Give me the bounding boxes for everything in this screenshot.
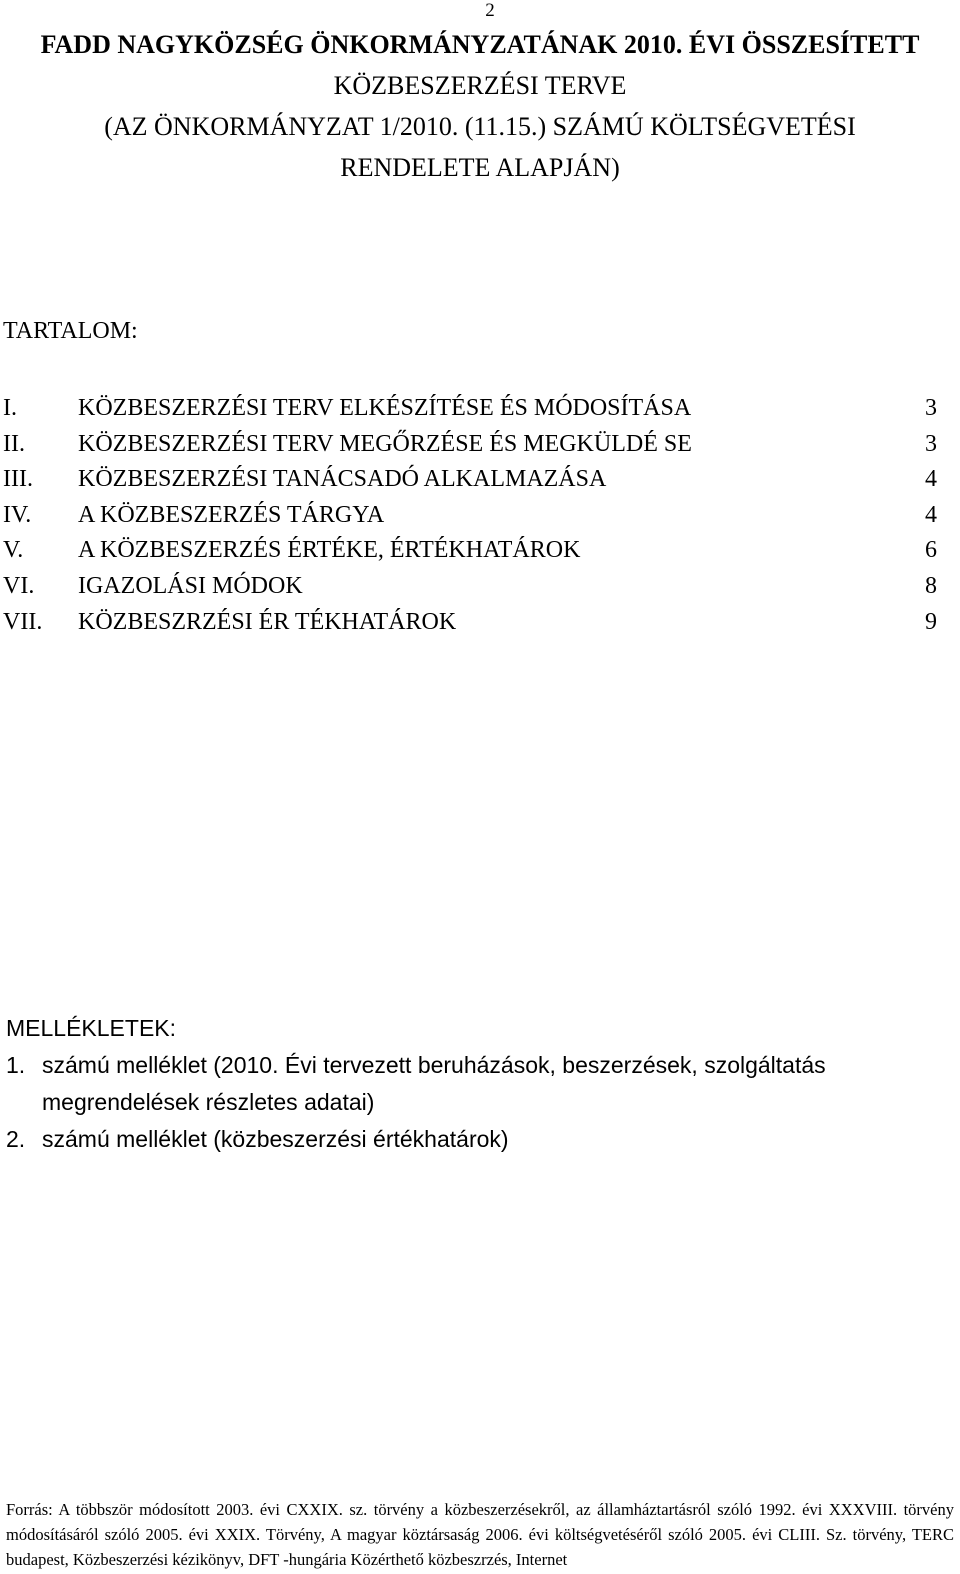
- toc-entry-number: III.: [3, 466, 33, 493]
- toc-entry: [0, 462, 960, 498]
- toc-entry-page: 4: [925, 466, 937, 493]
- page-number: 2: [485, 0, 495, 21]
- toc-entry-title: IGAZOLÁSI MÓDOK: [78, 572, 303, 599]
- toc-entry-title: A KÖZBESZERZÉS TÁRGYA: [78, 501, 385, 528]
- toc-entry-page: 9: [925, 608, 937, 635]
- annex-number: 1.: [6, 1052, 26, 1078]
- toc-entry-page: 3: [925, 430, 937, 457]
- toc-entry-number: V.: [3, 537, 24, 564]
- toc-entry: [0, 569, 960, 605]
- toc-entry-title: KÖZBESZERZÉSI TERV ELKÉSZÍTÉSE ÉS MÓDOSÍTÁSA: [78, 395, 692, 421]
- toc-entry-page: 8: [925, 572, 937, 599]
- toc-entry-title: KÖZBESZRZÉSI ÉR TÉKHATÁROK: [78, 608, 457, 635]
- title-line: (AZ ÖNKORMÁNYZAT 1/2010. (11.15.) SZÁMÚ KÖLTSÉGVETÉSI: [104, 112, 856, 141]
- annex-text: számú melléklet (2010. Évi tervezett beruházások, beszerzések, szolgáltatás megrendelések részletes adatai): [42, 1052, 826, 1115]
- source-note: Forrás: A többször módosított 2003. évi CXXIX. sz. törvény a közbeszerzésekről, az államháztartásról szóló 1992. évi XXXVIII. törvény módosításáról szóló 2005. évi XXIX. Törvény, A magyar köztársaság 2006. évi költségvetéséről szóló 2005. évi CLIII. Sz. törvény, TERC budapest, Közbeszerzési kézikönyv, DFT -hungária Közérthető közbeszrzés, Internet: [6, 1500, 954, 1569]
- toc-entry: [0, 533, 960, 569]
- toc-entry: [0, 498, 960, 534]
- toc-entry-page: 6: [925, 537, 937, 564]
- toc-entry-title: KÖZBESZERZÉSI TANÁCSADÓ ALKALMAZÁSA: [78, 466, 607, 493]
- toc-entry-page: 4: [925, 501, 937, 528]
- toc-entry-title: A KÖZBESZERZÉS ÉRTÉKE, ÉRTÉKHATÁROK: [78, 537, 581, 564]
- table-of-contents: [0, 391, 960, 640]
- toc-entry-number: I.: [3, 395, 17, 421]
- toc-entry-number: VI.: [3, 572, 35, 599]
- toc-entry: [0, 605, 960, 641]
- toc-entry: [0, 427, 960, 463]
- title-line: RENDELETE ALAPJÁN): [340, 153, 620, 182]
- toc-entry-number: VII.: [3, 608, 43, 635]
- annex-text: számú melléklet (közbeszerzési értékhatárok): [42, 1126, 509, 1152]
- toc-heading: TARTALOM:: [3, 318, 138, 344]
- document-title: [0, 24, 960, 188]
- annex-item: [6, 1047, 936, 1121]
- title-line: KÖZBESZERZÉSI TERVE: [333, 71, 627, 100]
- toc-entry-number: IV.: [3, 501, 32, 528]
- toc-entry-number: II.: [3, 430, 25, 457]
- annexes-heading: MELLÉKLETEK:: [6, 1015, 177, 1041]
- toc-entry: [0, 391, 960, 427]
- annex-item: [6, 1121, 936, 1158]
- title-line: FADD NAGYKÖZSÉG ÖNKORMÁNYZATÁNAK 2010. ÉVI ÖSSZESÍTETT: [40, 30, 920, 59]
- toc-entry-title: KÖZBESZERZÉSI TERV MEGŐRZÉSE ÉS MEGKÜLDÉ SE: [78, 430, 692, 457]
- toc-entry-page: 3: [925, 395, 937, 421]
- annex-number: 2.: [6, 1126, 26, 1152]
- annexes-section: [6, 1010, 936, 1158]
